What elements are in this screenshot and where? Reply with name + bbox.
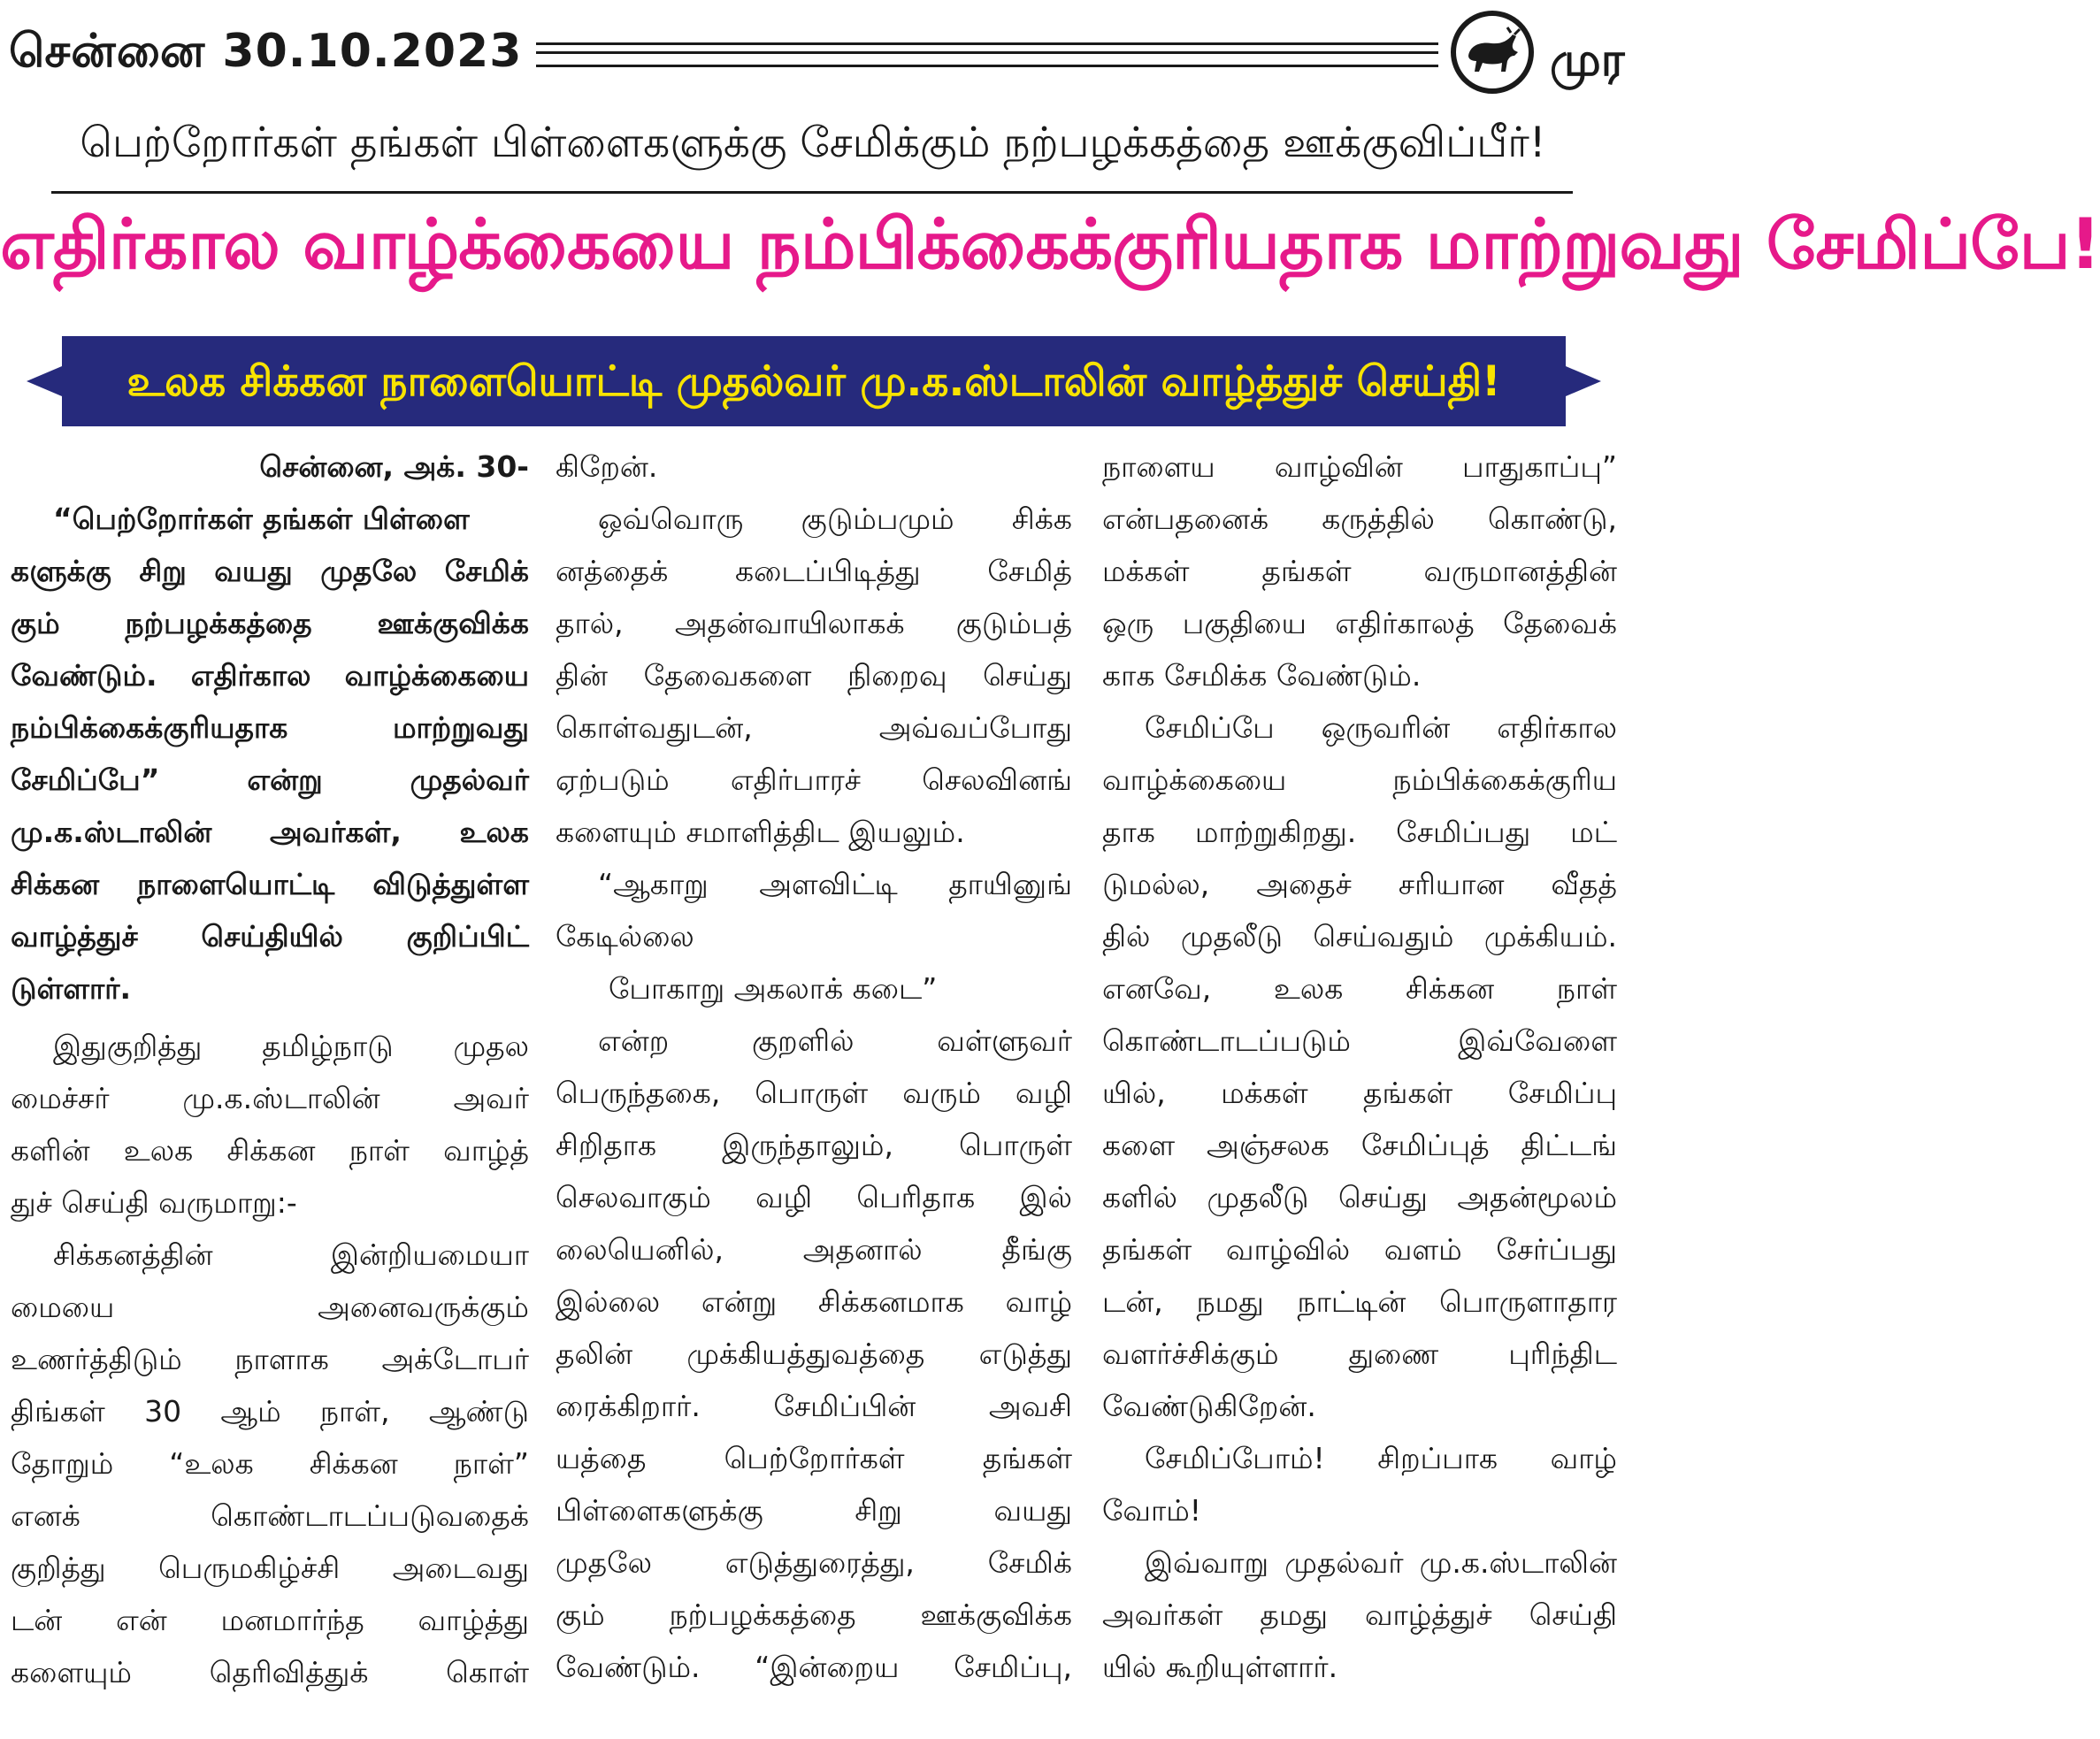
text-line: களை அஞ்சலக சேமிப்புத் திட்டங் (1102, 1128, 1617, 1162)
text-line: என்பதனைக் கருத்தில் கொண்டு, (1102, 502, 1617, 536)
dateline: சென்னை, அக். 30- (259, 449, 529, 484)
text-line: யில் கூறியுள்ளார். (1102, 1650, 1338, 1684)
text-line: எனக் கொண்டாடப்படுவதைக் (11, 1498, 529, 1533)
text-line: சிக்கனத்தின் இன்றியமையா (53, 1237, 529, 1272)
text-line: சேமிப்பே” என்று முதல்வர் (11, 762, 529, 797)
text-line: கொண்டாடப்படும் இவ்வேளை (1102, 1023, 1617, 1058)
text-line: காக சேமிக்க வேண்டும். (1102, 658, 1422, 693)
text-line: வேண்டும். “இன்றைய சேமிப்பு, (556, 1650, 1072, 1684)
text-line: டுமல்ல, அதைச் சரியான வீதத் (1102, 867, 1617, 901)
text-line: கேடில்லை (556, 919, 694, 954)
text-line: தலின் முக்கியத்துவத்தை எடுத்து (556, 1337, 1072, 1371)
text-line: துச் செய்தி வருமாறு:- (11, 1185, 297, 1220)
text-line: இவ்வாறு முதல்வர் மு.க.ஸ்டாலின் (1145, 1545, 1617, 1580)
text-line: முதலே எடுத்துரைத்து, சேமிக் (556, 1545, 1072, 1580)
text-line: தங்கள் வாழ்வில் வளம் சேர்ப்பது (1102, 1232, 1617, 1267)
text-line: வேண்டுகிறேன். (1102, 1389, 1316, 1423)
article-column-3 (1102, 440, 1617, 1693)
text-line: என்ற குறளில் வள்ளுவர் (598, 1023, 1072, 1058)
text-line: குறித்து பெருமகிழ்ச்சி அடைவது (11, 1551, 529, 1585)
kicker-divider (51, 191, 1573, 194)
text-line: நாளைய வாழ்வின் பாதுகாப்பு” (1102, 449, 1617, 484)
main-headline: எதிர்கால வாழ்க்கையை நம்பிக்கைக்குரியதாக மாற்றுவது சேமிப்பே! (0, 205, 2100, 285)
text-line: தோறும் “உலக சிக்கன நாள்” (11, 1446, 529, 1481)
text-line: கொள்வதுடன், அவ்வப்போது (556, 710, 1072, 745)
text-line: வாழ்க்கையை நம்பிக்கைக்குரிய (1102, 762, 1617, 797)
text-line: டுள்ளார். (11, 971, 132, 1006)
text-line: மக்கள் தங்கள் வருமானத்தின் (1102, 554, 1617, 588)
bull-emblem-icon (1451, 11, 1534, 94)
bull-icon (1461, 26, 1523, 79)
text-line: யில், மக்கள் தங்கள் சேமிப்பு (1102, 1076, 1617, 1110)
text-line: அவர்கள் தமது வாழ்த்துச் செய்தி (1102, 1597, 1617, 1632)
text-line: தால், அதன்வாயிலாகக் குடும்பத் (556, 606, 1072, 640)
text-line: “ஆகாறு அளவிட்டி தாயினுங் (598, 867, 1072, 901)
text-line: வளர்ச்சிக்கும் துணை புரிந்திட (1102, 1337, 1617, 1371)
text-line: இதுகுறித்து தமிழ்நாடு முதல (53, 1029, 529, 1063)
text-line: வாழ்த்துச் செய்தியில் குறிப்பிட் (11, 919, 529, 954)
text-line: னத்தைக் கடைப்பிடித்து சேமித் (556, 554, 1072, 588)
kicker-headline: பெற்றோர்கள் தங்கள் பிள்ளைகளுக்கு சேமிக்கும் நற்பழக்கத்தை ஊக்குவிப்பீர்! (80, 119, 1546, 167)
text-line: தின் தேவைகளை நிறைவு செய்து (556, 658, 1072, 693)
text-line: இல்லை என்று சிக்கனமாக வாழ் (556, 1284, 1072, 1319)
text-line: ஏற்படும் எதிர்பாரச் செலவினங் (556, 762, 1072, 797)
text-line: கும் நற்பழக்கத்தை ஊக்குவிக்க (11, 606, 529, 640)
text-line: பெருந்தகை, பொருள் வரும் வழி (556, 1076, 1072, 1110)
text-line: வேண்டும். எதிர்கால வாழ்க்கையை (11, 658, 529, 693)
text-line: போகாறு அகலாக் கடை” (609, 971, 938, 1006)
text-line: கிறேன். (556, 449, 658, 484)
text-line: எனவே, உலக சிக்கன நாள் (1102, 971, 1617, 1006)
text-line: யத்தை பெற்றோர்கள் தங்கள் (556, 1441, 1072, 1475)
newspaper-brand: முர (1550, 34, 1625, 87)
masthead-rule (536, 42, 1438, 67)
dateline-header: சென்னை 30.10.2023 (9, 25, 523, 78)
text-line: ரைக்கிறார். சேமிப்பின் அவசி (556, 1389, 1072, 1423)
text-line: சிறிதாக இருந்தாலும், பொருள் (556, 1128, 1072, 1162)
text-line: டன், நமது நாட்டின் பொருளாதார (1102, 1284, 1617, 1319)
text-line: ஒவ்வொரு குடும்பமும் சிக்க (598, 502, 1072, 536)
text-line: பிள்ளைகளுக்கு சிறு வயது (556, 1493, 1072, 1528)
banner-text: உலக சிக்கன நாளையொட்டி முதல்வர் மு.க.ஸ்டாலின் வாழ்த்துச் செய்தி! (126, 357, 1501, 406)
text-line: களில் முதலீடு செய்து அதன்மூலம் (1102, 1180, 1617, 1214)
text-line: மையை அனைவருக்கும் (11, 1290, 529, 1324)
subheadline-banner (27, 336, 1601, 426)
masthead (0, 0, 1626, 102)
text-line: தில் முதலீடு செய்வதும் முக்கியம். (1102, 919, 1617, 954)
text-line: திங்கள் 30 ஆம் நாள், ஆண்டு (11, 1394, 529, 1429)
text-line: களின் உலக சிக்கன நாள் வாழ்த் (11, 1133, 529, 1168)
text-line: லையெனில், அதனால் தீங்கு (556, 1232, 1072, 1267)
text-line: டன் என் மனமார்ந்த வாழ்த்து (11, 1603, 529, 1637)
text-line: “பெற்றோர்கள் தங்கள் பிள்ளை (53, 502, 470, 536)
article-column-1 (11, 440, 529, 1698)
text-line: தாக மாற்றுகிறது. சேமிப்பது மட் (1102, 815, 1617, 849)
text-line: கும் நற்பழக்கத்தை ஊக்குவிக்க (556, 1597, 1072, 1632)
text-line: ஒரு பகுதியை எதிர்காலத் தேவைக் (1102, 606, 1617, 640)
text-line: களையும் தெரிவித்துக் கொள் (11, 1655, 529, 1689)
text-line: களையும் சமாளித்திட இயலும். (556, 815, 965, 849)
article-column-2 (556, 440, 1072, 1693)
text-line: நம்பிக்கைக்குரியதாக மாற்றுவது (11, 710, 529, 745)
text-line: செலவாகும் வழி பெரிதாக இல் (556, 1180, 1072, 1214)
text-line: சேமிப்போம்! சிறப்பாக வாழ் (1145, 1441, 1617, 1475)
text-line: மு.க.ஸ்டாலின் அவர்கள், உலக (11, 815, 529, 849)
text-line: மைச்சர் மு.க.ஸ்டாலின் அவர் (11, 1081, 529, 1115)
text-line: உணர்த்திடும் நாளாக அக்டோபர் (11, 1342, 529, 1376)
text-line: வோம்! (1102, 1493, 1202, 1528)
text-line: சிக்கன நாளையொட்டி விடுத்துள்ள (11, 867, 529, 901)
text-line: சேமிப்பே ஒருவரின் எதிர்கால (1145, 710, 1617, 745)
text-line: களுக்கு சிறு வயது முதலே சேமிக் (11, 554, 529, 588)
